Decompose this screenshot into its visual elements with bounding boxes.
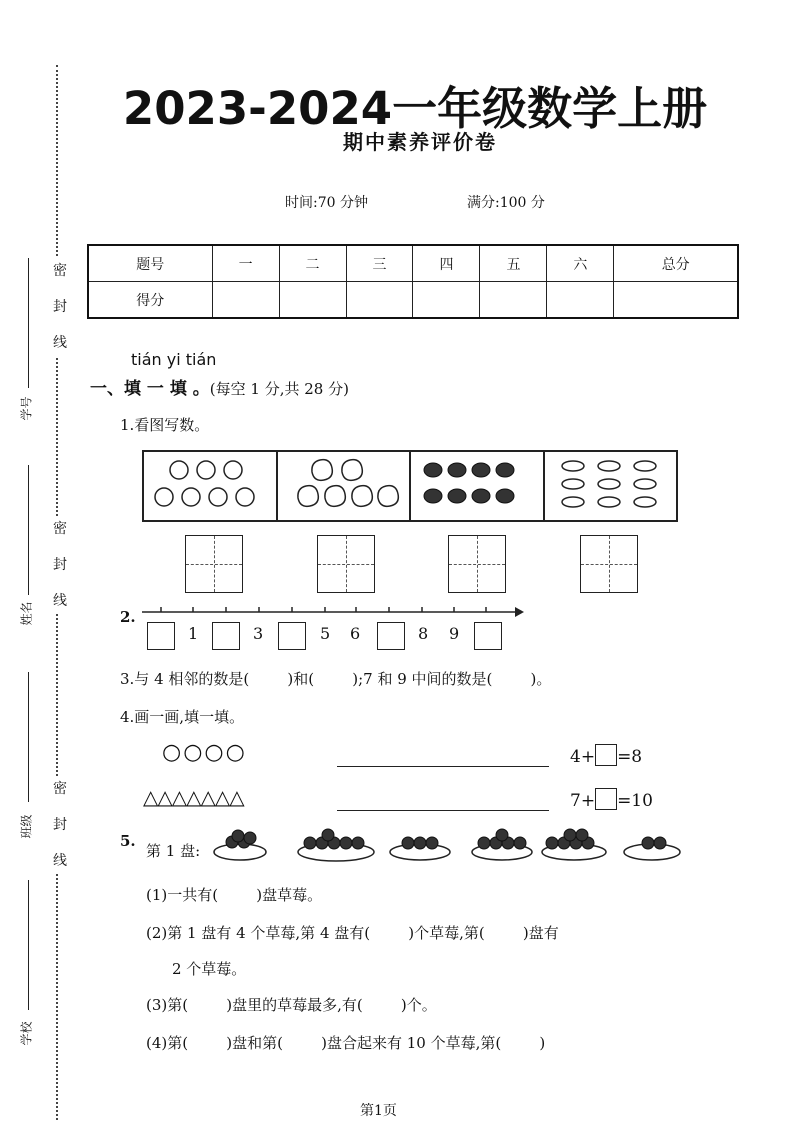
page-title: 2023-2024一年级数学上册 [122,82,708,135]
number-line-value: 8 [418,624,429,643]
number-line-blank[interactable] [147,622,175,650]
page-number: 第1页 [360,1103,397,1119]
triangle-shapes: △△△△△△△ [143,785,244,809]
q5-plate-label: 第 1 盘: [146,842,201,860]
equation-2 [570,788,653,811]
equation-1-right: =8 [617,747,643,767]
table-header-cell: 三 [346,245,413,282]
number-line-blank[interactable] [474,622,502,650]
equation-1-blank[interactable] [595,744,617,766]
class-label: 班级 [19,814,34,839]
section-note: (每空 1 分,共 28 分) [209,380,349,398]
number-line-value: 3 [253,624,264,643]
score-table-score-row [88,282,738,319]
section-pinyin: tián yi tián [131,350,217,369]
name-line[interactable] [28,465,29,595]
seal-text-2: 密 封 线 [50,516,70,614]
table-header-cell: 一 [212,245,279,282]
table-header-cell: 总分 [614,245,738,282]
section-heading [90,374,349,399]
score-cell[interactable] [614,282,738,319]
q1-picture-peanuts [545,452,677,520]
q1-picture-corn [411,452,545,520]
number-line-value: 6 [350,624,361,643]
score-table-header-row [88,245,738,282]
equation-2-blank[interactable] [595,788,617,810]
name-label: 姓名 [19,601,34,626]
score-cell[interactable] [547,282,614,319]
score-cell[interactable] [279,282,346,319]
exam-time: 时间:70 分钟 [285,195,368,211]
draw-line-1[interactable] [337,766,549,767]
q4-label: 4.画一画,填一填。 [120,708,245,726]
table-header-cell: 五 [480,245,547,282]
number-line-blank[interactable] [278,622,306,650]
score-cell[interactable] [346,282,413,319]
table-header-cell: 二 [279,245,346,282]
q5-label: 5. [120,832,136,850]
number-line-value: 5 [320,624,331,643]
number-line-blank[interactable] [377,622,405,650]
number-line-arrow [140,604,525,620]
number-line-value: 9 [449,624,460,643]
score-row-label: 得分 [88,282,212,319]
equation-2-right: =10 [617,791,653,811]
circle-shapes: ○○○○ [162,740,247,765]
equation-2-left: 7+ [570,791,596,811]
q5-sub1: (1)一共有( )盘草莓。 [146,886,323,904]
strawberry-plates [212,826,692,868]
pepper-icon [278,452,409,516]
table-header-cell: 四 [413,245,480,282]
answer-grid-3[interactable] [448,535,506,593]
number-line-value: 1 [188,624,199,643]
q3-text: 3.与 4 相邻的数是( )和( );7 和 9 中间的数是( )。 [120,670,552,688]
seal-text-1: 密 封 线 [50,258,70,356]
section-title: 一、填 一 填 。 [90,379,210,399]
school-label: 学校 [19,1021,34,1046]
corn-icon [411,452,542,516]
q1-picture-strip [142,450,678,522]
q1-picture-circles [144,452,278,520]
score-cell[interactable] [212,282,279,319]
answer-grid-1[interactable] [185,535,243,593]
equation-1 [570,744,642,767]
full-score: 满分:100 分 [467,195,545,211]
q5-sub2b: 2 个草莓。 [172,960,247,978]
answer-grid-4[interactable] [580,535,638,593]
school-line[interactable] [28,880,29,1010]
circle-icon [144,452,275,516]
q5-sub3: (3)第( )盘里的草莓最多,有( )个。 [146,996,437,1014]
score-table [87,244,739,319]
q2-label: 2. [120,608,136,626]
answer-grid-2[interactable] [317,535,375,593]
strawberry-icon [226,829,666,849]
plate-icon [214,843,680,861]
q5-sub4: (4)第( )盘和第( )盘合起来有 10 个草莓,第( ) [146,1034,546,1052]
q5-sub2a: (2)第 1 盘有 4 个草莓,第 4 盘有( )个草莓,第( )盘有 [146,924,559,942]
peanut-icon [545,452,676,516]
equation-1-left: 4+ [570,747,596,767]
q1-label: 1.看图写数。 [120,416,210,434]
class-line[interactable] [28,672,29,802]
q1-picture-peppers [278,452,412,520]
score-cell[interactable] [413,282,480,319]
seal-text-3: 密 封 线 [50,776,70,874]
student-id-label: 学号 [19,396,34,421]
number-line-blank[interactable] [212,622,240,650]
draw-line-2[interactable] [337,810,549,811]
table-header-cell: 六 [547,245,614,282]
student-id-line[interactable] [28,258,29,388]
score-cell[interactable] [480,282,547,319]
page-subtitle: 期中素养评价卷 [343,130,497,154]
table-header-cell: 题号 [88,245,212,282]
